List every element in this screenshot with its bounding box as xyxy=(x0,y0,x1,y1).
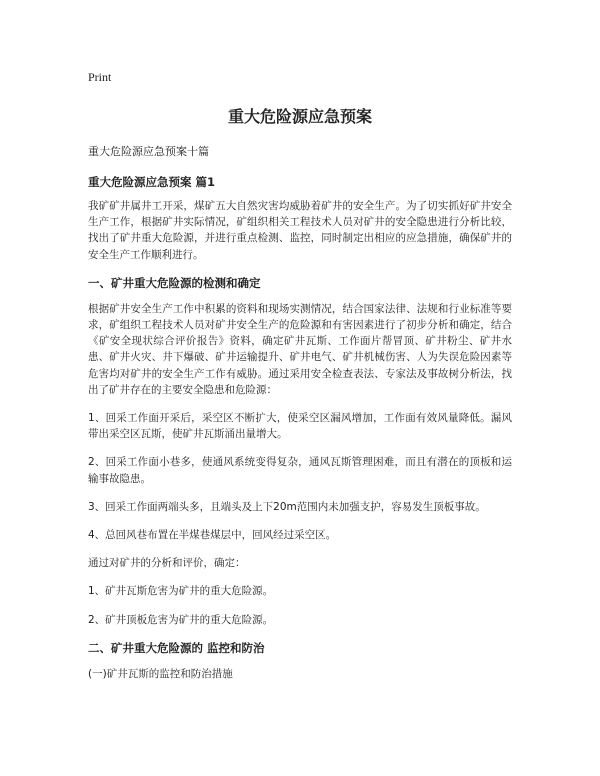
section-1-paragraph: 根据矿井安全生产工作中积累的资料和现场实测情况，结合国家法律、法规和行业标准等要求，矿组织工程技术人员对矿井安全生产的危险源和有害因素进行了初步分析和确定，结合《矿安全现状综合评价报告》资料，确定矿井瓦斯、工作面片帮冒顶、矿井粉尘、矿井水患、矿井火灾、井下爆破、矿井运输提升、矿井电气、矿井机械伤害、人为失误危险因素等危害均对矿井的安全生产工作有威胁。通过采用安全检查表法、专家法及事故树分析法，找出了矿井存在的主要安全隐患和危险源： xyxy=(88,302,512,396)
hazard-item-2: 2、回采工作面小巷多，使通风系统变得复杂，通风瓦斯管理困难，而且有潜在的顶板和运输事故隐患。 xyxy=(88,456,512,485)
subsection-heading-1: (一)矿井瓦斯的监控和防治措施 xyxy=(88,667,233,680)
hazard-item-3: 3、回采工作面两端头多，且端头及上下20m范围内未加强支护，容易发生顶板事故。 xyxy=(88,500,486,513)
conclusion-item-2: 2、矿井顶板危害为矿井的重大危险源。 xyxy=(88,613,274,626)
conclusion-item-1: 1、矿井瓦斯危害为矿井的重大危险源。 xyxy=(88,585,274,598)
intro-paragraph: 我矿矿井属井工开采，煤矿五大自然灾害均威胁着矿井的安全生产。为了切实抓好矿井安全生产工作，根据矿井实际情况，矿组织相关工程技术人员对矿井的安全隐患进行分析比较，找出了矿井重大危险源，并进行重点检测、监控，同时制定出相应的应急措施，确保矿井的安全生产工作顺利进行。 xyxy=(88,200,512,261)
section-heading-2: 二、矿井重大危险源的 监控和防治 xyxy=(88,640,265,655)
analysis-paragraph: 通过对矿井的分析和评价，确定： xyxy=(88,557,246,570)
hazard-item-1: 1、回采工作面开采后，采空区不断扩大，使采空区漏风增加，工作面有效风量降低。漏风带出采空区瓦斯，使矿井瓦斯涌出量增大。 xyxy=(88,412,512,441)
print-link[interactable]: Print xyxy=(88,70,112,84)
document-title: 重大危险源应急预案 xyxy=(227,107,372,126)
document-body xyxy=(88,106,512,682)
document-subtitle: 重大危险源应急预案十篇 xyxy=(88,145,209,158)
article-heading: 重大危险源应急预案 篇1 xyxy=(88,175,216,189)
section-heading-1: 一、矿井重大危险源的检测和确定 xyxy=(88,275,261,290)
hazard-item-4: 4、总回风巷布置在半煤巷煤层中，回风经过采空区。 xyxy=(88,529,337,542)
